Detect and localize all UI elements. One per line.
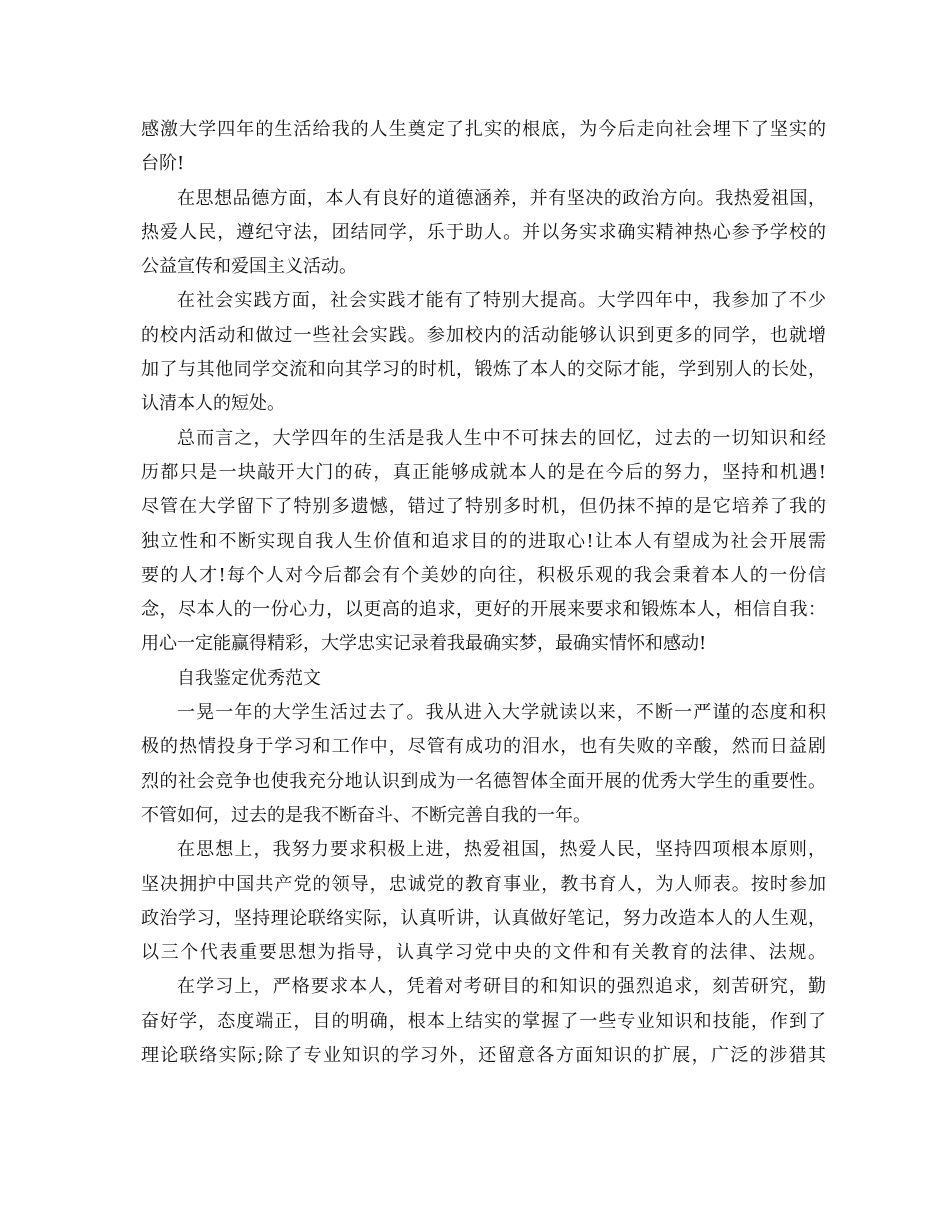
text-line: 政治学习，坚持理论联络实际，认真听讲，认真做好笔记，努力改造本人的人生观， — [141, 907, 826, 929]
paragraph-first-line: 在思想上，我努力要求积极上进，热爱祖国，热爱人民，坚持四项根本原则， — [177, 839, 826, 861]
text-line: 烈的社会竞争也使我充分地认识到成为一名德智体全面开展的优秀大学生的重要性。 — [141, 770, 826, 792]
text-line: 要的人才!每个人对今后都会有个美妙的向往，积极乐观的我会秉着本人的一份信 — [141, 564, 826, 586]
text-line: 台阶! — [141, 153, 185, 175]
text-line: 感激大学四年的生活给我的人生奠定了扎实的根底，为今后走向社会埋下了坚实的 — [141, 119, 826, 140]
text-line: 以三个代表重要思想为指导，认真学习党中央的文件和有关教育的法律、法规。 — [141, 942, 826, 964]
text-line: 不管如何，过去的是我不断奋斗、不断完善自我的一年。 — [141, 804, 591, 826]
text-line: 坚决拥护中国共产党的领导，忠诚党的教育事业，教书育人，为人师表。按时参加 — [141, 873, 826, 895]
document-body — [141, 113, 826, 1073]
text-line: 认清本人的短处。 — [141, 393, 285, 415]
paragraph-first-line: 在社会实践方面，社会实践才能有了特别大提高。大学四年中，我参加了不少 — [177, 290, 826, 312]
paragraph-first-line: 一晃一年的大学生活过去了。我从进入大学就读以来，不断一严谨的态度和积 — [177, 702, 826, 724]
text-line: 念，尽本人的一份心力，以更高的追求，更好的开展来要求和锻炼本人，相信自我： — [141, 599, 826, 621]
text-line: 独立性和不断实现自我人生价值和追求目的的进取心!让本人有望成为社会开展需 — [141, 530, 826, 552]
text-line: 历都只是一块敲开大门的砖，真正能够成就本人的是在今后的努力，坚持和机遇! — [141, 461, 826, 483]
paragraph-first-line: 自我鉴定优秀范文 — [177, 667, 321, 689]
paragraph-first-line: 在思想品德方面，本人有良好的道德涵养，并有坚决的政治方向。我热爱祖国， — [177, 187, 826, 209]
text-line: 公益宣传和爱国主义活动。 — [141, 256, 357, 278]
paragraph-first-line: 总而言之，大学四年的生活是我人生中不可抹去的回忆，过去的一切知识和经 — [177, 427, 826, 449]
text-line: 热爱人民，遵纪守法，团结同学，乐于助人。并以务实求确实精神热心参予学校的 — [141, 221, 826, 243]
text-line: 的校内活动和做过一些社会实践。参加校内的活动能够认识到更多的同学，也就增 — [141, 324, 826, 346]
text-line: 极的热情投身于学习和工作中，尽管有成功的泪水，也有失败的辛酸，然而日益剧 — [141, 736, 826, 758]
paragraph-first-line: 在学习上，严格要求本人，凭着对考研目的和知识的强烈追求，刻苦研究，勤 — [177, 976, 826, 998]
text-line: 用心一定能赢得精彩，大学忠实记录着我最确实梦，最确实情怀和感动! — [141, 633, 707, 655]
text-line: 加了与其他同学交流和向其学习的时机，锻炼了本人的交际才能，学到别人的长处， — [141, 359, 826, 381]
text-line: 尽管在大学留下了特别多遗憾，错过了特别多时机，但仍抹不掉的是它培养了我的 — [141, 496, 826, 518]
text-line: 奋好学，态度端正，目的明确，根本上结实的掌握了一些专业知识和技能，作到了 — [141, 1010, 826, 1032]
text-line: 理论联络实际;除了专业知识的学习外，还留意各方面知识的扩展，广泛的涉猎其 — [141, 1045, 826, 1067]
